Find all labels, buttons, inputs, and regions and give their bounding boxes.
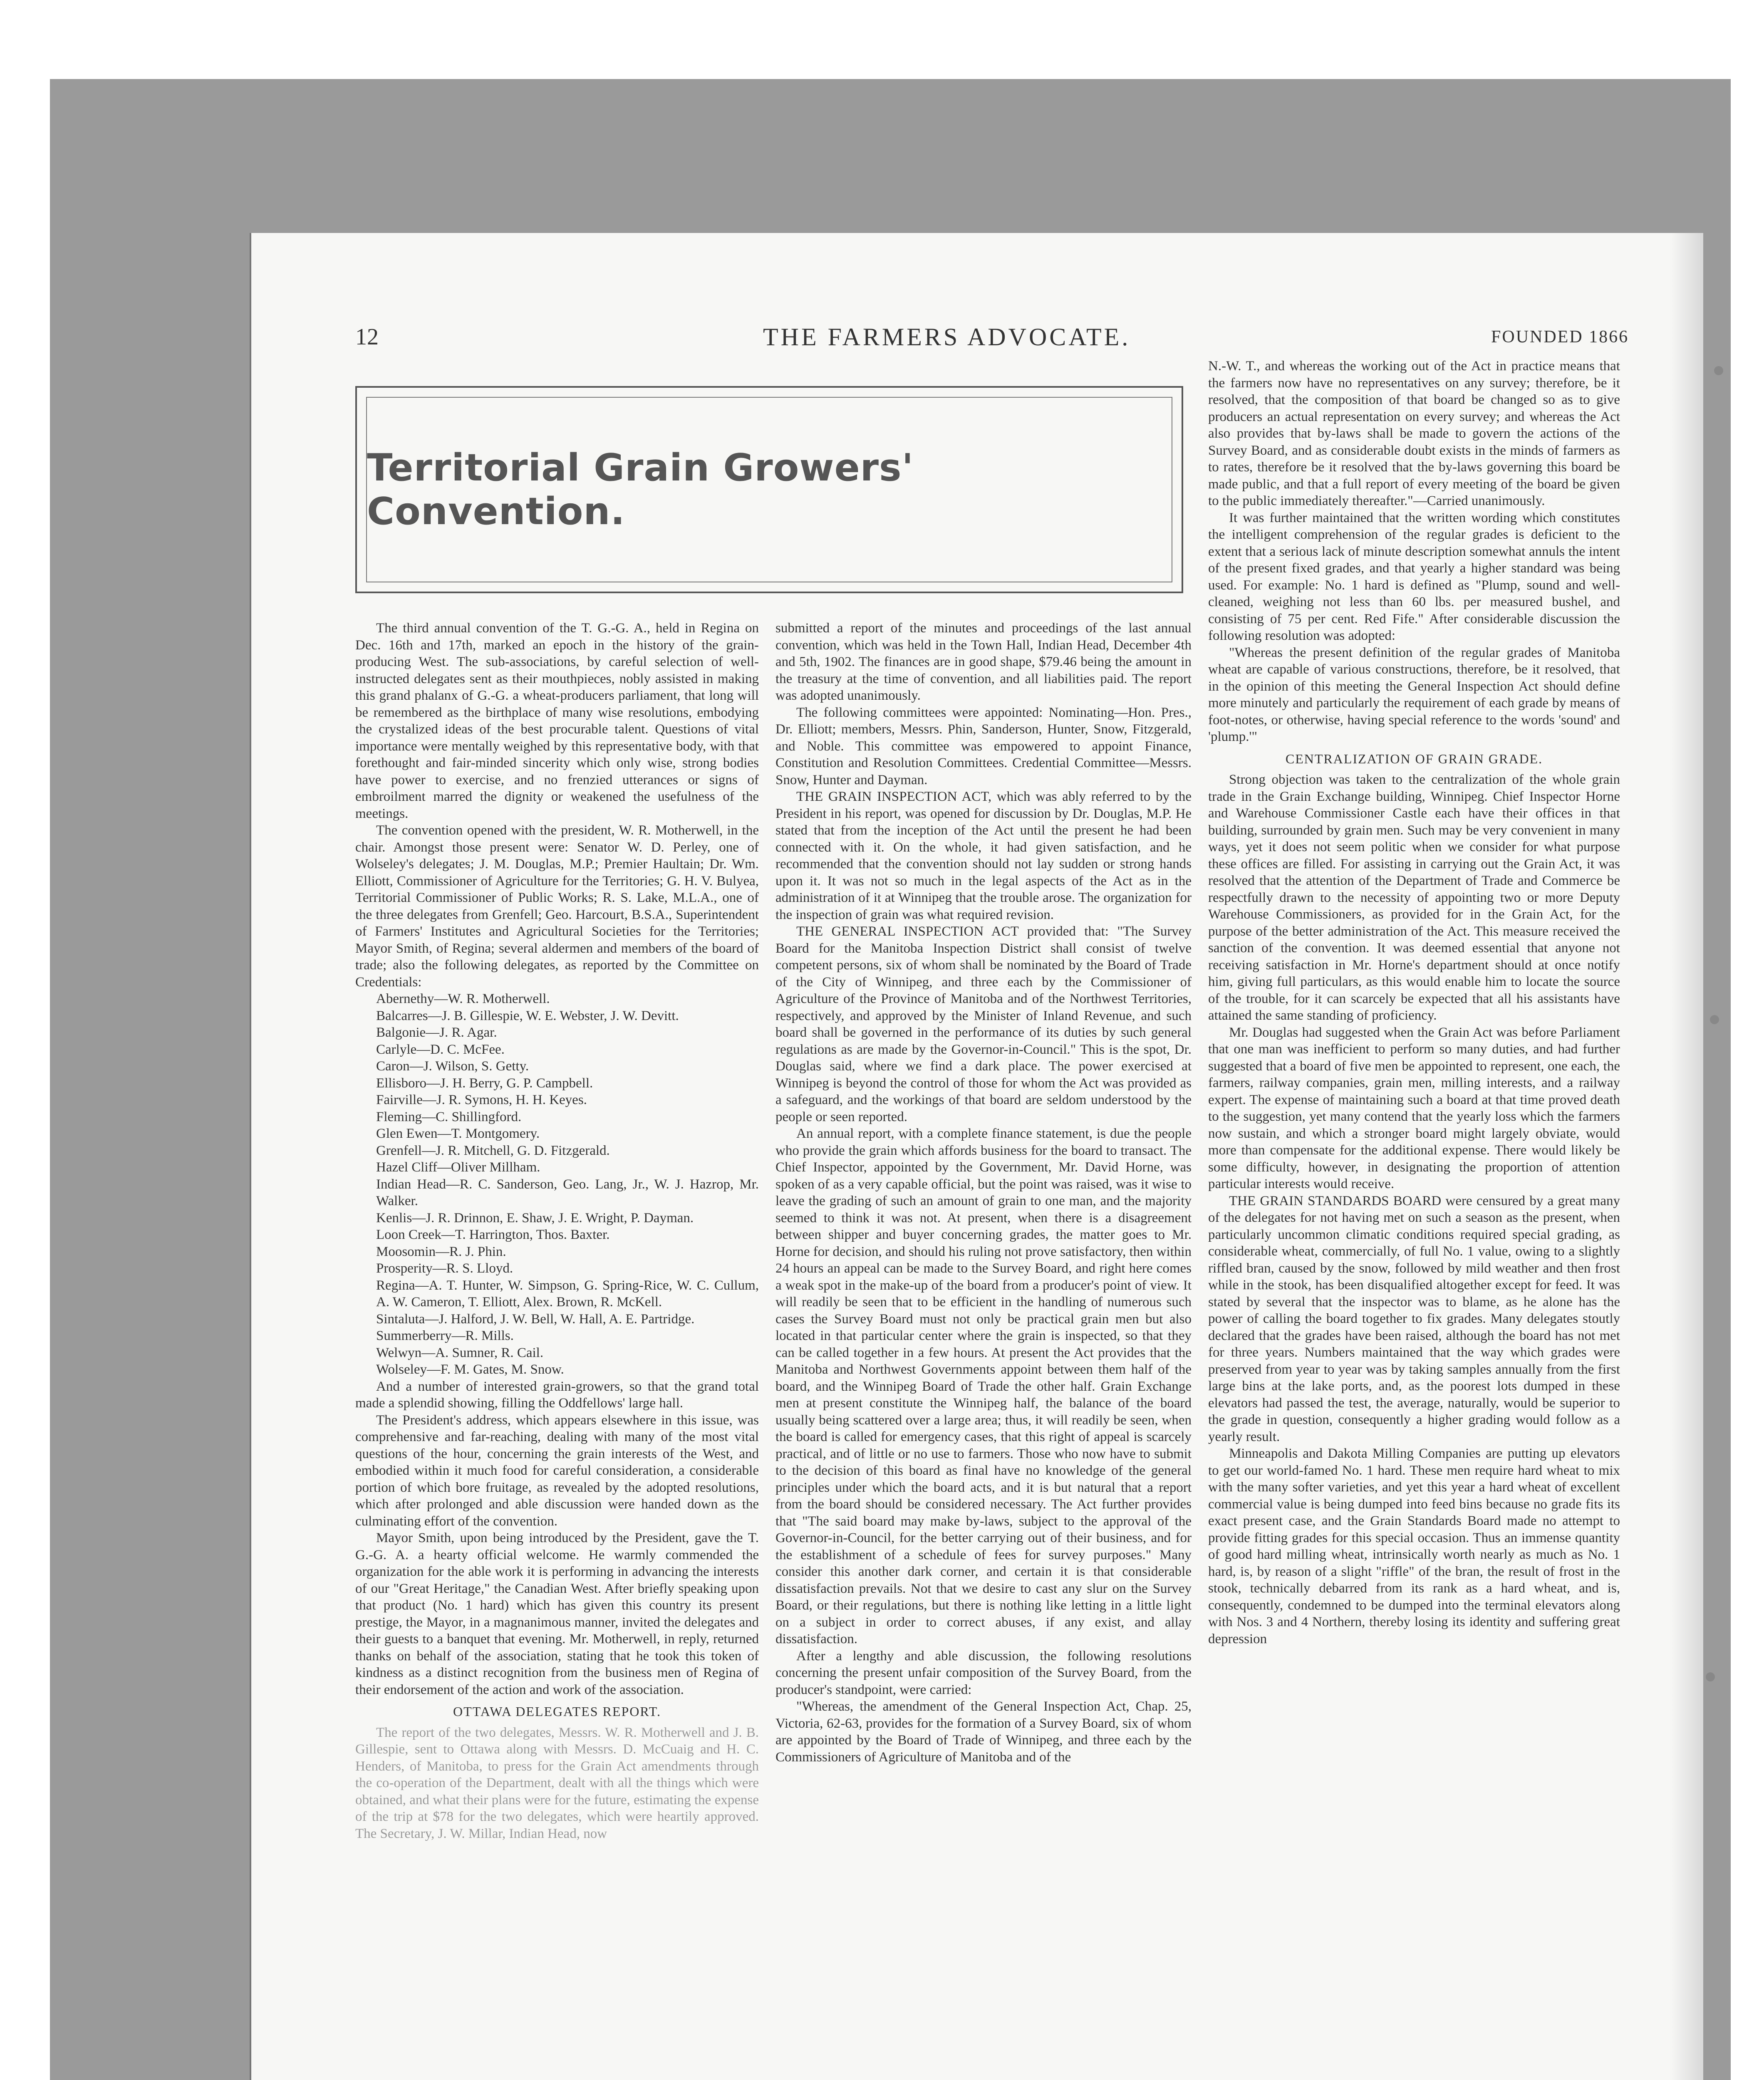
paragraph: The following committees were appointed: Nominating—Hon. Pres., Dr. Elliott; members, Messrs. Phin, Sanderson, Hunter, Snow, Fitzgerald, and Noble. This committee was empowered to appoint Finance, Constitution and Resolution Committees. Credential Committee—Messrs. Snow, Hunter and Dayman. xyxy=(775,705,1192,787)
delegate-entry: Indian Head—R. C. Sanderson, Geo. Lang, Jr., W. J. Hazrop, Mr. Walker. xyxy=(376,1176,759,1208)
delegate-entry: Ellisboro—J. H. Berry, G. P. Campbell. xyxy=(376,1075,593,1091)
delegate-entry: Abernethy—W. R. Motherwell. xyxy=(376,991,550,1006)
delegate-entry: Grenfell—J. R. Mitchell, G. D. Fitzgerald. xyxy=(376,1143,610,1158)
paragraph: THE GENERAL INSPECTION ACT provided that: "The Survey Board for the Manitoba Inspection District shall consist of twelve competent persons, six of whom shall be nominated by the Board of Trade of the City of Winnipeg, and three each by the Commissioner of Agriculture of the Province of Manitoba and of the Northwest Territories, respectively, and approved by the Minister of Inland Revenue, and such board shall be governed in the performance of its duties by such general regulations as are made by the Governor-in-Council." This is the spot, Dr. Douglas said, where we find a dark place. The power exercised at Winnipeg is beyond the control of those for whom the Act was provided as a safeguard, and the workings of that board are seldom understood by the people or seen reported. xyxy=(775,924,1192,1124)
delegate-entry: Balgonie—J. R. Agar. xyxy=(376,1025,497,1040)
paragraph: After a lengthy and able discussion, the following resolutions concerning the present unfair composition of the Survey Board, from the producer's standpoint, were carried: xyxy=(775,1648,1192,1697)
article-column-3 xyxy=(1208,358,1620,1647)
section-heading: OTTAWA DELEGATES REPORT. xyxy=(453,1704,661,1719)
paragraph: The President's address, which appears elsewhere in this issue, was comprehensive and far-reaching, dealing with many of the most vital questions of the hour, concerning the grain interests of the West, and embodied within it much food for careful consideration, a considerable portion of which bore fruitage, as revealed by the adopted resolutions, which after prolonged and able discussion were handed down as the culminating effort of the convention. xyxy=(355,1412,759,1529)
paragraph: Mayor Smith, upon being introduced by the President, gave the T. G.-G. A. a hearty official welcome. He warmly commended the organization for the able work it is performing in advancing the interests of our "Great Heritage," the Canadian West. After briefly speaking upon that product (No. 1 hard) which has given this country its present prestige, the Mayor, in a magnanimous manner, invited the delegates and their guests to a banquet that evening. Mr. Motherwell, in reply, returned thanks on behalf of the association, stating that he took this token of kindness as a distinct recognition from the business men of Regina of their endorsement of the action and work of the association. xyxy=(355,1530,759,1697)
paragraph: "Whereas, the amendment of the General Inspection Act, Chap. 25, Victoria, 62-63, provides for the formation of a Survey Board, six of whom are appointed by the Board of Trade of Winnipeg, and three each by the Commissioners of Agriculture of Manitoba and of the xyxy=(775,1699,1192,1765)
delegate-entry: Summerberry—R. Mills. xyxy=(376,1328,514,1343)
headline-inner-border xyxy=(366,397,1172,582)
delegate-entry: Kenlis—J. R. Drinnon, E. Shaw, J. E. Wright, P. Dayman. xyxy=(376,1210,694,1226)
faded-paragraph: The report of the two delegates, Messrs. W. R. Motherwell and J. B. Gillespie, sent to Ottawa along with Messrs. D. McCuaig and H. C. Henders, of Manitoba, to press for the Grain Act amendments through the co-operation of the Department, dealt with all the things which were obtained, and what their plans were for the future, estimating the expense of the trip at $78 for the two delegates, which were heartily approved. The Secretary, J. W. Millar, Indian Head, now xyxy=(355,1725,759,1841)
delegate-entry: Welwyn—A. Sumner, R. Cail. xyxy=(376,1345,544,1360)
paragraph: THE GRAIN INSPECTION ACT, which was ably referred to by the President in his report, was opened for discussion by Dr. Douglas, M.P. He stated that from the inception of the Act until the present he had been connected with it. On the whole, it had given satisfaction, and he recommended that the convention should not lay sudden or strong hands upon it. It was not so much in the legal aspects of the Act as in the administration of it at Winnipeg that the trouble arose. The organization for the inspection of grain was what required revision. xyxy=(775,789,1192,922)
page-fold-shadow xyxy=(1670,233,1703,2080)
binding-hole xyxy=(1706,1672,1715,1681)
delegate-entry: Sintaluta—J. Halford, J. W. Bell, W. Hall, A. E. Partridge. xyxy=(376,1311,695,1327)
paragraph: An annual report, with a complete finance statement, is due the people who provide the grain which affords business for the board to transact. The Chief Inspector, appointed by the Government, Mr. David Horne, was spoken of as a very capable official, but the point was raised, was it wise to leave the grading of such an amount of grain to one man, and the majority seemed to think it was not. At present, when there is a disagreement between shipper and buyer concerning grades, the matter goes to Mr. Horne for decision, and should his ruling not prove satisfactory, then within 24 hours an appeal can be made to the Survey Board, and right here comes a weak spot in the make-up of the board from a producer's point of view. It will readily be seen that to be efficient in the handling of numerous such cases the Survey Board must not only be practical grain men but also located in that particular center where the grain is inspected, so that they can be called together in a few hours. At present the Act provides that the Manitoba and Northwest Governments appoint between them half of the board, and the Winnipeg Board of Trade the other half. Grain Exchange men at present constitute the Winnipeg half, the balance of the board usually being scattered over a large area; thus, it will readily be seen, when the board is called for emergency cases, that this right of appeal is scarcely practical, and of little or no use to farmers. Those who now have to submit to the decision of this board as final have no knowledge of the general principles under which the board acts, and it is but natural that a report from the board should be considered necessary. The Act further provides that "The said board may make by-laws, subject to the approval of the Governor-in-Council, for the better carrying out of their business, and for the establishment of a schedule of fees for survey purposes." Many consider this another dark corner, and certain it is that considerable dissatisfaction prevails. Not that we desire to cast any slur on the Survey Board, or their regulations, but there is nothing like letting in a little light on a subject in order to correct abuses, if any exist, and allay dissatisfaction. xyxy=(775,1126,1192,1647)
binding-hole xyxy=(1714,366,1723,375)
page-number: 12 xyxy=(355,324,379,350)
delegate-entry: Balcarres—J. B. Gillespie, W. E. Webster, J. W. Devitt. xyxy=(376,1008,679,1023)
headline-box xyxy=(355,386,1183,593)
section-heading: CENTRALIZATION OF GRAIN GRADE. xyxy=(1285,751,1543,766)
founded-label: FOUNDED 1866 xyxy=(1491,327,1629,347)
delegate-entry: Carlyle—D. C. McFee. xyxy=(376,1042,505,1057)
delegate-entry: Loon Creek—T. Harrington, Thos. Baxter. xyxy=(376,1227,610,1242)
newspaper-title: THE FARMERS ADVOCATE. xyxy=(763,323,1131,351)
newspaper-page xyxy=(250,233,1703,2080)
paragraph: N.-W. T., and whereas the working out of the Act in practice means that the farmers now have no representatives on any survey; therefore, be it resolved, that the composition of that board be changed so as to give producers an actual representation on every survey; and whereas the Act also provides that by-laws shall be made to govern the actions of the Survey Board, and as considerable doubt exists in the minds of farmers as to rates, therefore be it resolved that the by-laws governing this board be made public, and that a full report of every meeting of the board be given to the public immediately thereafter."—Carried unanimously. xyxy=(1208,359,1620,508)
paragraph: Strong objection was taken to the centralization of the whole grain trade in the Grain Exchange building, Winnipeg. Chief Inspector Horne and Warehouse Commissioner Castle each have their offices in that building, surrounded by grain men. Such may be very convenient in many ways, yet it does not seem politic when we consider for what purpose these offices are filled. For assisting in carrying out the Grain Act, it was resolved that the attention of the Department of Trade and Commerce be respectfully drawn to the necessity of appointing two or more Deputy Warehouse Commissioners, as provided for in the Grain Act, for the purpose of the better administration of the Act. This measure received the sanction of the convention. It was deemed essential that anyone not receiving satisfaction in Mr. Horne's department should at once notify him, giving full particulars, as this would enable him to locate the source of the trouble, for it can scarcely be expected that all his assistants have attained the same standing of proficiency. xyxy=(1208,772,1620,1023)
article-column-2 xyxy=(775,620,1192,1766)
paragraph: THE GRAIN STANDARDS BOARD were censured by a great many of the delegates for not having met on such a season as the present, when particularly uncommon climatic conditions required special grading, as considerable wheat, commercially, of full No. 1 value, owing to a slightly riffled bran, caused by the snow, followed by mild weather and then frost while in the stook, has been disqualified altogether except for feed. It was stated by several that the inspector was to blame, as he alone has the power of calling the board together to fix grades. Many delegates stoutly declared that the grades have been raised, although the board has not met for three years. Numbers maintained that the way which grades were preserved from year to year was by taking samples annually from the first large bins at the lake ports, and, as the poorest lots dumped in these elevators had passed the test, the average, naturally, would be superior to the grade in question, consequently a higher grading would follow as a yearly result. xyxy=(1208,1193,1620,1444)
delegate-entry: Fairville—J. R. Symons, H. H. Keyes. xyxy=(376,1092,587,1107)
delegate-entry: Moosomin—R. J. Phin. xyxy=(376,1244,506,1259)
paragraph: submitted a report of the minutes and proceedings of the last annual convention, which was held in the Town Hall, Indian Head, December 4th and 5th, 1902. The finances are in good shape, $79.46 being the amount in the treasury at the time of convention, and all liabilities paid. The report was adopted unanimously. xyxy=(775,621,1192,703)
delegate-entry: Fleming—C. Shillingford. xyxy=(376,1109,522,1124)
delegate-entry: Glen Ewen—T. Montgomery. xyxy=(376,1126,540,1141)
paragraph: And a number of interested grain-growers, so that the grand total made a splendid showing, filling the Oddfellows' large hall. xyxy=(355,1379,759,1411)
paragraph: Mr. Douglas had suggested when the Grain Act was before Parliament that one man was inefficient to perform so many duties, and had further suggested that a board of five men be appointed to represent, one each, the farmers, railway companies, grain men, milling interests, and a railway expert. The expense of maintaining such a board at that time proved death to the suggestion, yet many contend that the yearly loss which the farmers now sustain, and which a stronger board might largely obviate, would more than compensate for the additional expense. There would likely be some difficulty, however, in designating the proportion of attention particular interests would receive. xyxy=(1208,1025,1620,1191)
delegate-entry: Caron—J. Wilson, S. Getty. xyxy=(376,1059,529,1074)
page-header xyxy=(355,324,1687,357)
article-column-1 xyxy=(355,620,759,1842)
paragraph: It was further maintained that the written wording which constitutes the intelligent comprehension of the regular grades is deficient to the extent that a serious lack of minute description somewhat annuls the intent of the present fixed grades, and that yearly a higher standard was being used. For example: No. 1 hard is defined as "Plump, sound and well-cleaned, weighing not less than 60 lbs. per measured bushel, and consisting of 75 per cent. Red Fife." After considerable discussion the following resolution was adopted: xyxy=(1208,510,1620,643)
delegate-entry: Hazel Cliff—Oliver Millham. xyxy=(376,1160,540,1175)
paragraph: Minneapolis and Dakota Milling Companies are putting up elevators to get our world-famed No. 1 hard. These men require hard wheat to mix with the many softer varieties, and yet this year a hard wheat of excellent commercial value is being dumped into feed bins because no grade fits its exact present case, and the Grain Standards Board made no attempt to provide fitting grades for this special occasion. Thus an immense quantity of good hard milling wheat, intrinsically worth nearly as much as No. 1 hard, is, by reason of a slight "riffle" of the bran, the result of frost in the stook, technically debarred from its rank as a hard wheat, and is, consequently, condemned to be dumped into the terminal elevators along with Nos. 3 and 4 Northern, thereby losing its identity and suffering great depression xyxy=(1208,1446,1620,1647)
delegate-entry: Wolseley—F. M. Gates, M. Snow. xyxy=(376,1362,564,1377)
binding-hole xyxy=(1710,1015,1719,1024)
delegate-entry: Regina—A. T. Hunter, W. Simpson, G. Spring-Rice, W. C. Cullum, A. W. Cameron, T. Elliott, Alex. Brown, R. McKell. xyxy=(376,1278,759,1310)
paragraph: "Whereas the present definition of the regular grades of Manitoba wheat are capable of various constructions, therefore, be it resolved, that in the opinion of this meeting the General Inspection Act should define more minutely and particularly the requirement of each grade by means of foot-notes, or otherwise, having special reference to the words 'sound' and 'plump.'" xyxy=(1208,645,1620,744)
paragraph: The convention opened with the president, W. R. Motherwell, in the chair. Amongst those present were: Senator W. D. Perley, one of Wolseley's delegates; J. M. Douglas, M.P.; Premier Haultain; Dr. Wm. Elliott, Commissioner of Agriculture for the Territories; G. H. V. Bulyea, Territorial Commissioner of Public Works; R. S. Lake, M.L.A., one of the three delegates from Grenfell; Geo. Harcourt, B.S.A., Superintendent of Farmers' Institutes and Agricultural Societies for the Territories; Mayor Smith, of Regina; several aldermen and members of the board of trade; also the following delegates, as reported by the Committee on Credentials: xyxy=(355,823,759,990)
article-headline: Territorial Grain Growers' Convention. xyxy=(367,446,914,533)
delegate-entry: Prosperity—R. S. Lloyd. xyxy=(376,1261,513,1276)
paragraph: The third annual convention of the T. G.-G. A., held in Regina on Dec. 16th and 17th, marked an epoch in the history of the grain-producing West. The sub-associations, by careful selection of well-instructed delegates sent as their mouthpieces, nobly assisted in making this grand phalanx of G.-G. a wheat-producers parliament, that long will be remembered as the birthplace of many wise resolutions, embodying the crystalized ideas of the best procurable talent. Questions of vital importance were mentally weighed by this representative body, with that forethought and fair-minded sincerity which only wise, strong bodies have power to exercise, and no frenzied utterances or signs of embroilment marred the dignity or weakened the usefulness of the meetings. xyxy=(355,621,759,821)
